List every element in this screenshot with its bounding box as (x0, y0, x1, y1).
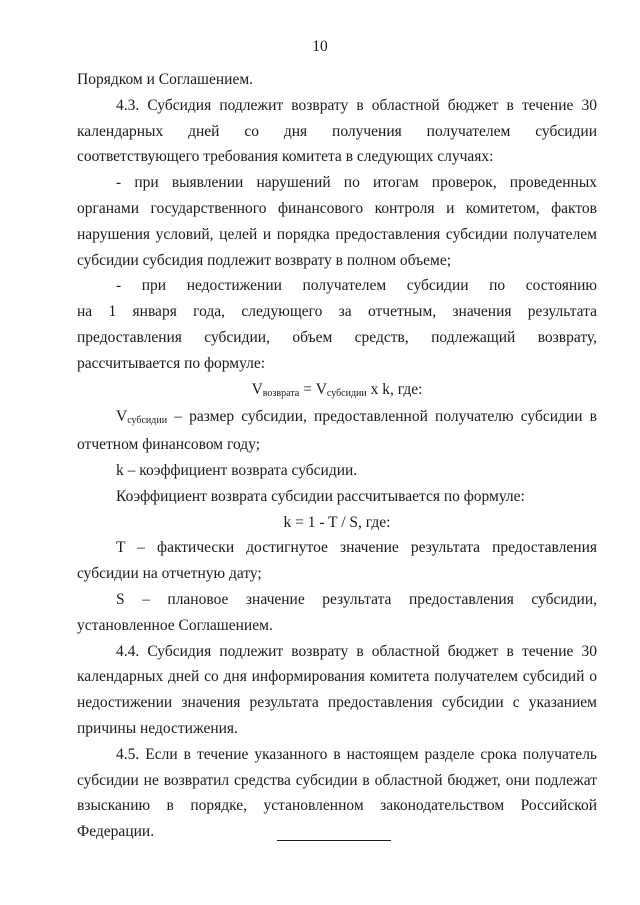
formula-subscript-subsidy: субсидии (326, 387, 367, 399)
paragraph-coefficient-intro: Коэффициент возврата субсидии рассчитывается по формуле: (116, 487, 525, 505)
formula-times-k: x k, где: (366, 380, 423, 398)
formula-coefficient: k = 1 - T / S, где: (283, 513, 391, 531)
formula-subscript-refund: возврата (262, 387, 300, 399)
definition-v-text: – размер субсидии, предоставленной получателю субсидии в отчетном финансовом году; (77, 408, 597, 454)
definition-t: T – фактически достигнутое значение результата предоставления субсидии на отчетную дату; (77, 539, 597, 583)
formula-refund-volume (77, 377, 597, 405)
paragraph-violations: - при выявлении нарушений по итогам проверок, проведенных органами государственного финансового контроля и комитетом, фактов нарушения условий, целей и порядка предоставления субсидии получателем субсидии субсидия подлежит возврату в полном объеме; (77, 174, 597, 269)
document-body (77, 67, 597, 845)
definition-v-symbol: V (116, 408, 128, 426)
definition-v-subsidy (77, 404, 597, 458)
formula-equals-v: = V (299, 380, 327, 398)
definition-v-subscript: субсидии (127, 415, 168, 427)
paragraph-continuation: Порядком и Соглашением. (77, 71, 254, 88)
page-number: 10 (312, 38, 328, 55)
formula-v-refund: V (251, 380, 263, 398)
paragraph-4-4: 4.4. Субсидия подлежит возврату в областной бюджет в течение 30 календарных дней со дня информирования комитета получателем субсидий о недостижении значения результата предоставления субсидии с указанием причины недостижения. (77, 642, 597, 737)
paragraph-4-3: 4.3. Субсидия подлежит возврату в областной бюджет в течение 30 календарных дней со дня получения получателем субсидии соответствующего требования комитета в следующих случаях: (77, 96, 597, 166)
paragraph-non-achievement-line1: - при недостижении получателем субсидии по состоянию (116, 277, 597, 295)
definition-k: k – коэффициент возврата субсидии. (116, 461, 358, 479)
end-separator-line (277, 840, 391, 841)
definition-s: S – плановое значение результата предоставления субсидии, установленное Соглашением. (77, 590, 597, 634)
paragraph-4-5: 4.5. Если в течение указанного в настоящем разделе срока получатель субсидии не возвратил средства субсидии в областной бюджет, они подлежат взысканию в порядке, установленном законодательством Российской Федерации. (77, 745, 597, 841)
paragraph-non-achievement: на 1 января года, следующего за отчетным, значения результата предоставления субсидии, объем средств, подлежащий возврату, рассчитывается по формуле: (77, 303, 597, 372)
